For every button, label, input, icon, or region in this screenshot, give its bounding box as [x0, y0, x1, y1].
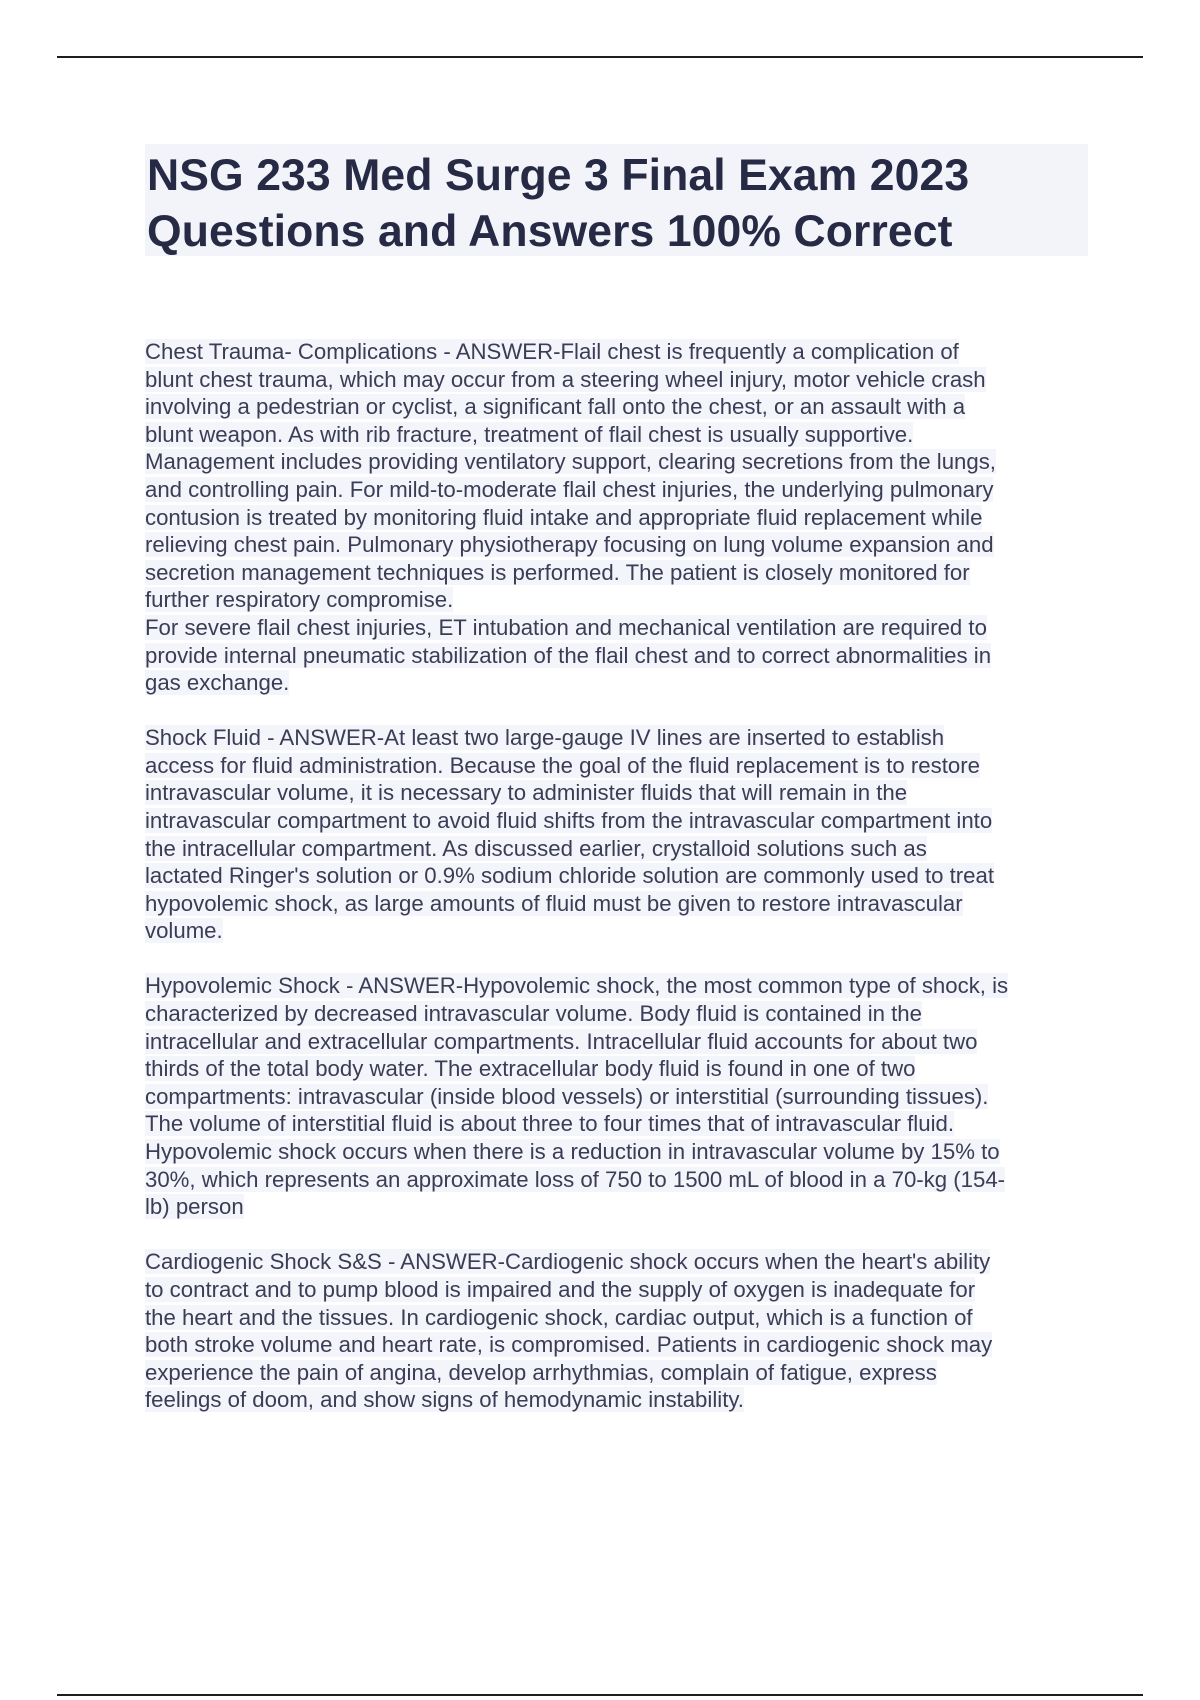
qa-text: blunt chest trauma, which may occur from a steering wheel injury, motor vehicle crash	[145, 366, 986, 392]
document-title	[145, 144, 1088, 256]
qa-text-line	[145, 448, 1100, 476]
qa-text-line	[145, 338, 1100, 366]
qa-text-line	[145, 1166, 1100, 1194]
qa-text-line	[145, 835, 1100, 863]
qa-text-line	[145, 614, 1100, 642]
qa-text-line	[145, 807, 1100, 835]
qa-text-line	[145, 917, 1100, 945]
qa-text: relieving chest pain. Pulmonary physiotherapy focusing on lung volume expansion and	[145, 532, 994, 558]
qa-text-line	[145, 504, 1100, 532]
qa-text: experience the pain of angina, develop arrhythmias, complain of fatigue, express	[145, 1359, 937, 1385]
qa-text-line	[145, 752, 1100, 780]
qa-text: gas exchange.	[145, 670, 290, 696]
qa-text-line	[145, 586, 1100, 614]
qa-text: For severe flail chest injuries, ET intubation and mechanical ventilation are required to	[145, 614, 987, 640]
qa-entry	[145, 724, 1100, 945]
qa-text: both stroke volume and heart rate, is compromised. Patients in cardiogenic shock may	[145, 1332, 993, 1358]
qa-text-line	[145, 1028, 1100, 1056]
qa-text: intracellular and extracellular compartments. Intracellular fluid accounts for about two	[145, 1028, 978, 1054]
qa-text: Management includes providing ventilatory support, clearing secretions from the lungs,	[145, 449, 996, 475]
qa-entry	[145, 1248, 1100, 1414]
qa-text: compartments: intravascular (inside blood vessels) or interstitial (surrounding tissues).	[145, 1083, 989, 1109]
qa-text: further respiratory compromise.	[145, 587, 454, 613]
qa-text: the heart and the tissues. In cardiogenic shock, cardiac output, which is a function of	[145, 1304, 973, 1330]
qa-text: contusion is treated by monitoring fluid intake and appropriate fluid replacement while	[145, 504, 983, 530]
qa-text-line	[145, 421, 1100, 449]
qa-text: volume.	[145, 918, 223, 944]
qa-text-line	[145, 972, 1100, 1000]
qa-text: blunt weapon. As with rib fracture, treatment of flail chest is usually supportive.	[145, 421, 914, 447]
qa-text-line	[145, 531, 1100, 559]
qa-text-line	[145, 779, 1100, 807]
qa-text-line	[145, 476, 1100, 504]
qa-text: Cardiogenic Shock S&S - ANSWER-Cardiogenic shock occurs when the heart's ability	[145, 1249, 991, 1275]
qa-text-line	[145, 1138, 1100, 1166]
qa-text: to contract and to pump blood is impaired and the supply of oxygen is inadequate for	[145, 1276, 976, 1302]
qa-text: lactated Ringer's solution or 0.9% sodium chloride solution are commonly used to treat	[145, 863, 995, 889]
qa-text-line	[145, 1359, 1100, 1387]
qa-text: secretion management techniques is performed. The patient is closely monitored for	[145, 559, 970, 585]
qa-text: Hypovolemic Shock - ANSWER-Hypovolemic shock, the most common type of shock, is	[145, 973, 1009, 999]
qa-text-line	[145, 669, 1100, 697]
qa-text: access for fluid administration. Because the goal of the fluid replacement is to restore	[145, 752, 980, 778]
qa-content	[145, 338, 1100, 1441]
title-line-2: Questions and Answers 100% Correct	[147, 207, 953, 256]
qa-text: thirds of the total body water. The extracellular body fluid is found in one of two	[145, 1056, 916, 1082]
qa-text: the intracellular compartment. As discussed earlier, crystalloid solutions such as	[145, 835, 927, 861]
qa-text: feelings of doom, and show signs of hemodynamic instability.	[145, 1387, 744, 1413]
qa-text-line	[145, 642, 1100, 670]
qa-text: intravascular compartment to avoid fluid shifts from the intravascular compartment into	[145, 808, 993, 833]
qa-text: provide internal pneumatic stabilization of the flail chest and to correct abnormalities in	[145, 642, 992, 668]
qa-text-line	[145, 1110, 1100, 1138]
qa-entry	[145, 338, 1100, 697]
qa-text-line	[145, 366, 1100, 394]
qa-text: Shock Fluid - ANSWER-At least two large-gauge IV lines are inserted to establish	[145, 725, 945, 751]
qa-text: lb) person	[145, 1194, 244, 1220]
qa-text: characterized by decreased intravascular volume. Body fluid is contained in the	[145, 1001, 922, 1027]
qa-text-line	[145, 393, 1100, 421]
qa-text-line	[145, 559, 1100, 587]
qa-text: Hypovolemic shock occurs when there is a reduction in intravascular volume by 15% to	[145, 1139, 1000, 1165]
qa-text-line	[145, 1193, 1100, 1221]
qa-text-line	[145, 1304, 1100, 1332]
qa-text-line	[145, 1276, 1100, 1304]
qa-text-line	[145, 1386, 1100, 1414]
qa-text: hypovolemic shock, as large amounts of fluid must be given to restore intravascular	[145, 890, 963, 916]
footer-rule	[57, 1694, 1143, 1696]
qa-text-line	[145, 1331, 1100, 1359]
qa-text: intravascular volume, it is necessary to administer fluids that will remain in the	[145, 780, 908, 806]
qa-text: and controlling pain. For mild-to-moderate flail chest injuries, the underlying pulmonary	[145, 476, 994, 502]
qa-text-line	[145, 890, 1100, 918]
qa-text: Chest Trauma- Complications - ANSWER-Flail chest is frequently a complication of	[145, 339, 959, 364]
qa-entry	[145, 972, 1100, 1220]
qa-text-line	[145, 1248, 1100, 1276]
qa-text: The volume of interstitial fluid is about three to four times that of intravascular fluid.	[145, 1111, 954, 1137]
qa-text-line	[145, 724, 1100, 752]
qa-text-line	[145, 1083, 1100, 1111]
qa-text-line	[145, 1055, 1100, 1083]
qa-text-line	[145, 862, 1100, 890]
qa-text-line	[145, 1000, 1100, 1028]
qa-text: involving a pedestrian or cyclist, a significant fall onto the chest, or an assault with a	[145, 394, 966, 420]
header-rule	[57, 56, 1143, 58]
qa-text: 30%, which represents an approximate loss of 750 to 1500 mL of blood in a 70-kg (154-	[145, 1166, 1006, 1192]
title-line-1: NSG 233 Med Surge 3 Final Exam 2023	[147, 151, 970, 200]
